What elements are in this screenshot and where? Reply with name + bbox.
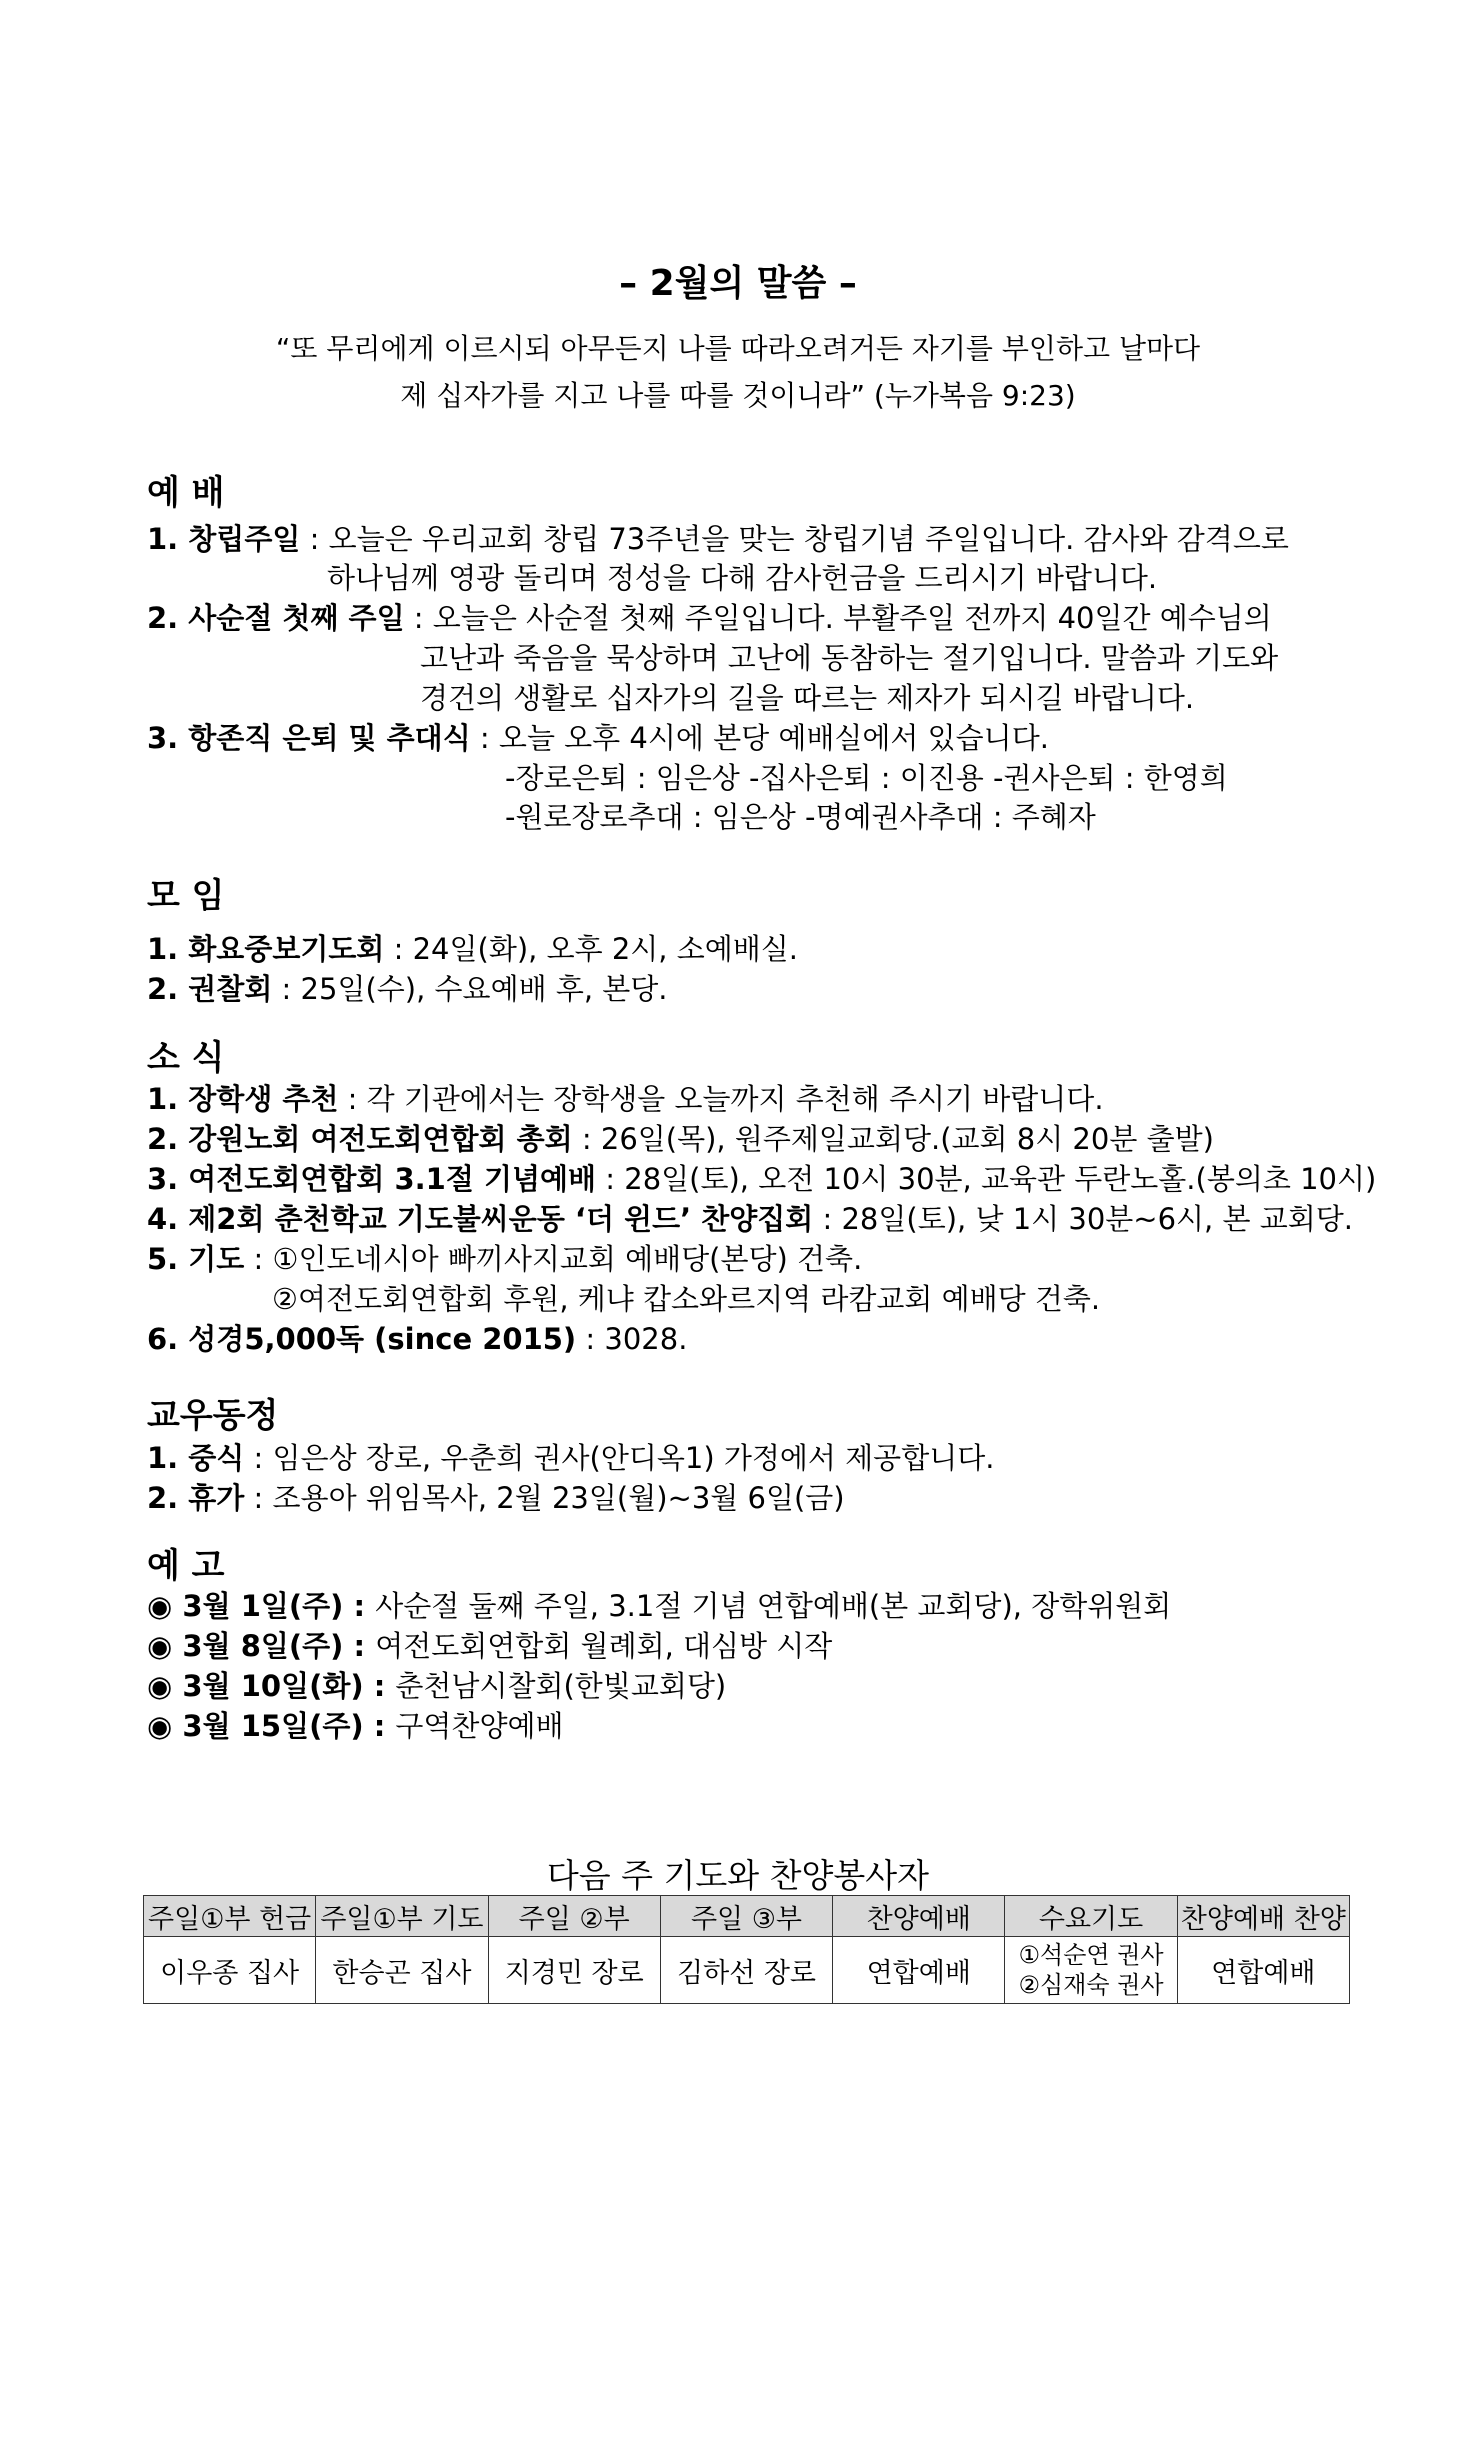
- notice-text: 구역찬양예배: [395, 1709, 564, 1743]
- notice-text: 여전도회연합회 월례회, 대심방 시작: [375, 1629, 833, 1663]
- news-item-6: [147, 1317, 687, 1358]
- news-item-label: 4. 제2회 춘천학교 기도불씨운동 ‘더 윈드’ 찬양집회: [147, 1202, 814, 1236]
- worship-item-2-cont-2: 경건의 생활로 십자가의 길을 따르는 제자가 되시길 바랍니다.: [420, 681, 1195, 715]
- notice-sep: :: [343, 1629, 376, 1663]
- section-heading-news: 소 식: [147, 1038, 225, 1078]
- meetings-item-text: : 24일(화), 오후 2시, 소예배실.: [384, 932, 799, 966]
- schedule-cell: 지경민 장로: [488, 1937, 660, 2004]
- news-item-4: [147, 1197, 1353, 1238]
- news-item-text: : 28일(토), 낮 1시 30분~6시, 본 교회당.: [813, 1202, 1353, 1236]
- news-item-5-cont: ②여전도회연합회 후원, 케냐 캅소와르지역 라캄교회 예배당 건축.: [272, 1282, 1101, 1316]
- meetings-item-label: 2. 권찰회: [147, 972, 273, 1006]
- bullet-icon: ◉: [147, 1629, 173, 1663]
- news-item-label: 5. 기도: [147, 1242, 245, 1276]
- schedule-header-cell: 주일①부 헌금: [144, 1896, 316, 1937]
- schedule-cell: 연합예배: [833, 1937, 1005, 2004]
- news-item-text: : 28일(토), 오전 10시 30분, 교육관 두란노홀.(봉의초 10시): [596, 1162, 1377, 1196]
- bullet-icon: ◉: [147, 1709, 173, 1743]
- worship-item-text: : 오늘은 사순절 첫째 주일입니다. 부활주일 전까지 40일간 예수님의: [404, 601, 1272, 635]
- page-title: – 2월의 말씀 –: [619, 263, 857, 304]
- verse-line-1: “또 무리에게 이르시되 아무든지 나를 따라오려거든 자기를 부인하고 날마다: [275, 332, 1201, 365]
- schedule-header-cell: 주일 ②부: [488, 1896, 660, 1937]
- schedule-header-cell: 주일 ③부: [660, 1896, 832, 1937]
- news-item-text: : 3028.: [576, 1322, 688, 1356]
- worship-item-1: [147, 517, 1289, 558]
- notice-date: 3월 8일(주): [182, 1629, 344, 1663]
- notice-text: 춘천남시찰회(한빛교회당): [395, 1669, 727, 1703]
- section-heading-notices: 예 고: [147, 1546, 225, 1586]
- worship-item-label: 1. 창립주일: [147, 522, 301, 556]
- news-item-5: [147, 1237, 862, 1278]
- news-item-text: : 26일(목), 원주제일교회당.(교회 8시 20분 출발): [572, 1122, 1214, 1156]
- schedule-title: 다음 주 기도와 찬양봉사자: [546, 1856, 930, 1895]
- news-item-3: [147, 1157, 1376, 1198]
- worship-item-1-cont: 하나님께 영광 돌리며 정성을 다해 감사헌금을 드리시기 바랍니다.: [327, 561, 1158, 595]
- news-item-label: 1. 장학생 추천: [147, 1082, 339, 1116]
- notice-sep: :: [343, 1589, 376, 1623]
- meetings-item-text: : 25일(수), 수요예배 후, 본당.: [272, 972, 668, 1006]
- members-item-label: 1. 중식: [147, 1441, 245, 1475]
- notice-sep: :: [363, 1669, 396, 1703]
- meetings-item-1: [147, 927, 798, 968]
- members-item-text: : 임은상 장로, 우춘희 권사(안디옥1) 가정에서 제공합니다.: [244, 1441, 995, 1475]
- schedule-cell-wednesday: [1005, 1937, 1177, 2004]
- schedule-header-cell: 주일①부 기도: [316, 1896, 488, 1937]
- schedule-table: [143, 1895, 1350, 2004]
- worship-item-3-cont-2: -원로장로추대 : 임은상 -명예권사추대 : 주혜자: [505, 800, 1096, 834]
- schedule-cell: 이우종 집사: [144, 1937, 316, 2004]
- worship-item-2-cont-1: 고난과 죽음을 묵상하며 고난에 동참하는 절기입니다. 말씀과 기도와: [420, 641, 1279, 675]
- notice-item-3: [147, 1664, 726, 1705]
- notice-date: 3월 1일(주): [182, 1589, 344, 1623]
- section-heading-meetings: 모 임: [147, 876, 225, 916]
- schedule-header-cell: 찬양예배 찬양: [1177, 1896, 1349, 1937]
- news-item-label: 6. 성경5,000독 (since 2015): [147, 1322, 577, 1356]
- meetings-item-2: [147, 967, 668, 1008]
- section-heading-worship: 예 배: [147, 473, 225, 513]
- bullet-icon: ◉: [147, 1589, 173, 1623]
- notice-sep: :: [363, 1709, 396, 1743]
- worship-item-label: 2. 사순절 첫째 주일: [147, 601, 405, 635]
- schedule-cell: 김하선 장로: [660, 1937, 832, 2004]
- schedule-header-cell: 수요기도: [1005, 1896, 1177, 1937]
- worship-item-3: [147, 716, 1049, 757]
- schedule-row: [144, 1937, 1350, 2004]
- notice-item-1: [147, 1584, 1171, 1625]
- news-item-text: : 각 기관에서는 장학생을 오늘까지 추천해 주시기 바랍니다.: [338, 1082, 1104, 1116]
- worship-item-3-cont-1: -장로은퇴 : 임은상 -집사은퇴 : 이진용 -권사은퇴 : 한영희: [505, 761, 1228, 795]
- worship-item-2: [147, 596, 1272, 637]
- meetings-item-label: 1. 화요중보기도회: [147, 932, 385, 966]
- schedule-cell-line: ①석순연 권사: [1018, 1941, 1164, 1969]
- news-item-label: 3. 여전도회연합회 3.1절 기념예배: [147, 1162, 597, 1196]
- notice-text: 사순절 둘째 주일, 3.1절 기념 연합예배(본 교회당), 장학위원회: [375, 1589, 1172, 1623]
- worship-item-label: 3. 항존직 은퇴 및 추대식: [147, 721, 471, 755]
- schedule-cell: 한승곤 집사: [316, 1937, 488, 2004]
- news-item-1: [147, 1077, 1104, 1118]
- schedule-cell: 연합예배: [1177, 1937, 1349, 2004]
- notice-item-2: [147, 1624, 832, 1665]
- notice-item-4: [147, 1704, 564, 1745]
- worship-item-text: : 오늘은 우리교회 창립 73주년을 맞는 창립기념 주일입니다. 감사와 감격으로: [300, 522, 1289, 556]
- members-item-1: [147, 1436, 994, 1477]
- notice-date: 3월 10일(화): [182, 1669, 364, 1703]
- notice-date: 3월 15일(주): [182, 1709, 364, 1743]
- schedule-cell-line: ②심재숙 권사: [1018, 1971, 1164, 1999]
- news-item-text: : ①인도네시아 빠끼사지교회 예배당(본당) 건축.: [244, 1242, 863, 1276]
- section-heading-members: 교우동정: [147, 1396, 279, 1436]
- members-item-label: 2. 휴가: [147, 1481, 245, 1515]
- schedule-header-cell: 찬양예배: [833, 1896, 1005, 1937]
- schedule-header-row: [144, 1896, 1350, 1937]
- verse-line-2: 제 십자가를 지고 나를 따를 것이니라” (누가복음 9:23): [400, 379, 1076, 412]
- news-item-2: [147, 1117, 1214, 1158]
- members-item-text: : 조용아 위임목사, 2월 23일(월)~3월 6일(금): [244, 1481, 845, 1515]
- bullet-icon: ◉: [147, 1669, 173, 1703]
- members-item-2: [147, 1476, 845, 1517]
- worship-item-text: : 오늘 오후 4시에 본당 예배실에서 있습니다.: [470, 721, 1049, 755]
- news-item-label: 2. 강원노회 여전도회연합회 총회: [147, 1122, 573, 1156]
